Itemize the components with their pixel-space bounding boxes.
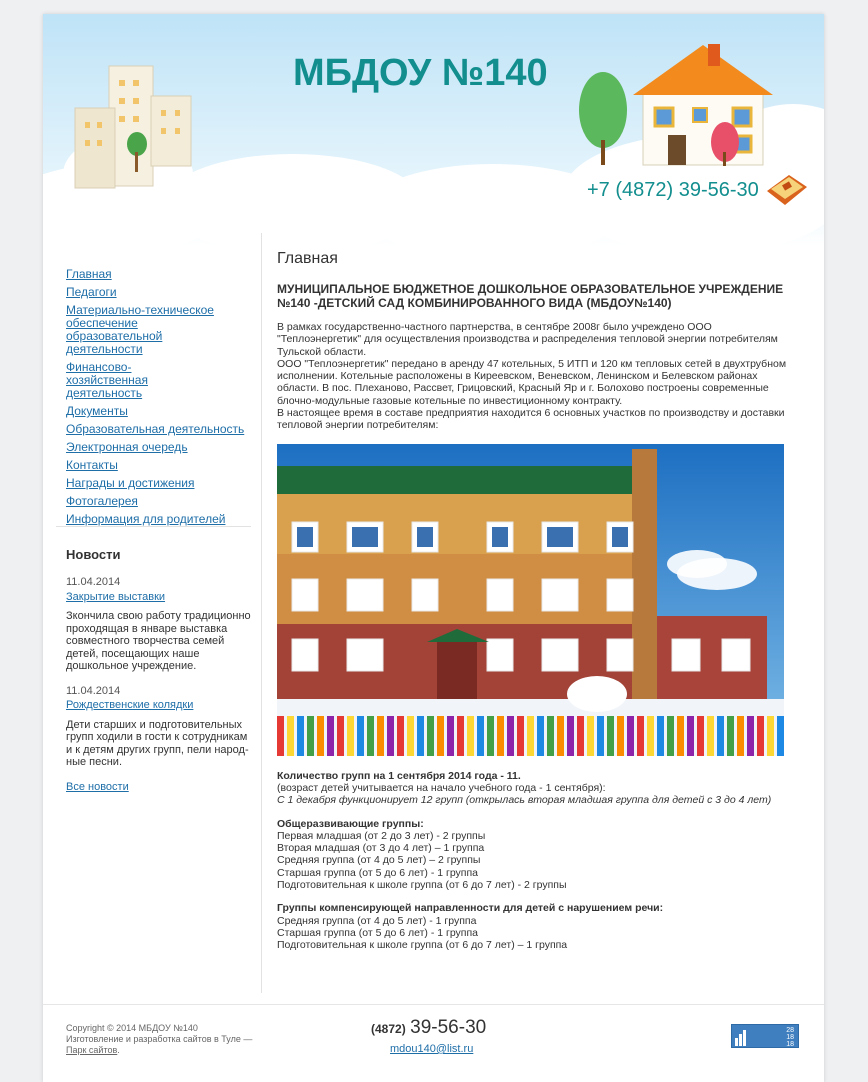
paragraph: В рамках государственно-частного партнерства, в сентябре 2008г было учреждено ООО "Теплоэнергетик" для осуществления производства и распределения тепловой энергии потребителям Тульской области. — [277, 321, 778, 358]
paragraph: В настоящее время в составе предприятия находится 6 основных участков по производству и доставки тепловой энергии потребителям: — [277, 407, 785, 432]
building-photo-image — [277, 444, 784, 756]
menu-item-finance[interactable]: Финансово-хозяйственная деятельность — [66, 360, 148, 400]
counter-bars-icon — [734, 1028, 748, 1046]
menu-item-parents-info[interactable]: Информация для родителей — [66, 512, 226, 526]
sidebar-divider — [56, 526, 251, 527]
news-link[interactable]: Рождественские колядки — [66, 699, 194, 711]
sidebar-menu — [66, 268, 256, 531]
menu-item-contacts[interactable]: Контакты — [66, 458, 118, 472]
news-date: 11.04.2014 — [66, 576, 121, 588]
news-date: 11.04.2014 — [66, 684, 121, 697]
header-phone: +7 (4872) 39-56-30 — [587, 179, 759, 201]
menu-item-teachers[interactable]: Педагоги — [66, 285, 117, 299]
group-line: Подготовительная к школе группа (от 6 до 7 лет) - 2 группы — [277, 879, 567, 892]
news-item — [66, 576, 256, 673]
footer-email-link[interactable]: mdou140@list.ru — [390, 1043, 474, 1055]
page-heading: Главная — [277, 250, 338, 267]
news-list — [66, 576, 256, 800]
building-photo — [277, 444, 784, 756]
org-name: МУНИЦИПАЛЬНОЕ БЮДЖЕТНОЕ ДОШКОЛЬНОЕ ОБРАЗОВАТЕЛЬНОЕ УЧРЕЖДЕНИЕ №140 -ДЕТСКИЙ САД КОМБИНИРОВАННОГО ВИДА (МБДОУ№140) — [277, 282, 784, 310]
group-line: Подготовительная к школе группа (от 6 до 7 лет) – 1 группа — [277, 939, 568, 952]
footer-phone-number: 39-56-30 — [410, 1017, 487, 1038]
group-line: Старшая группа (от 5 до 6 лет) - 1 группа — [277, 926, 479, 939]
counter-value: 18 — [786, 1034, 794, 1041]
group-line: Вторая младшая (от 3 до 4 лет) – 1 группа — [277, 842, 485, 855]
menu-item-queue[interactable]: Электронная очередь — [66, 440, 188, 454]
header-banner — [43, 14, 824, 246]
group-line: Средняя группа (от 4 до 5 лет) – 2 группы — [277, 854, 481, 867]
buildings-illustration — [71, 58, 196, 193]
age-note: (возраст детей учитывается на начало учебного года - 1 сентября): — [277, 781, 606, 794]
dev-link[interactable]: Парк сайтов — [66, 1045, 118, 1055]
group-line: Старшая группа (от 5 до 6 лет) - 1 группа — [277, 866, 479, 879]
footer-copyright: Copyright © 2014 МБДОУ №140 Изготовление и разработка сайтов в Туле — Парк сайтов. — [66, 1023, 266, 1056]
news-text: Зкончила свою работу традиционно проходящая в январе выставка совместного творчества семей детей, посещающих наше дошкольное учреждение. — [66, 610, 251, 672]
general-groups-title: Общеразвивающие группы: — [277, 817, 424, 830]
menu-item-education[interactable]: Образовательная деятельность — [66, 422, 245, 436]
dev-text: Изготовление и разработка сайтов в Туле — — [66, 1034, 253, 1044]
counter-value: 28 — [786, 1027, 794, 1034]
copyright-text: Copyright © 2014 МБДОУ №140 — [66, 1023, 198, 1033]
news-title: Новости — [66, 547, 121, 562]
groups-count: Количество групп на 1 сентября 2014 года - 11. — [277, 769, 521, 782]
group-line: Средняя группа (от 4 до 5 лет) - 1 группа — [277, 914, 477, 927]
news-item — [66, 685, 256, 769]
footer — [43, 1004, 824, 1082]
news-text: Дети старших и подготовительных групп ходили в гости к сотрудникам и к детям других групп, пели народ-ные песни. — [66, 718, 249, 768]
menu-item-documents[interactable]: Документы — [66, 404, 128, 418]
news-link[interactable]: Закрытие выставки — [66, 590, 166, 603]
house-illustration — [573, 40, 783, 170]
phone-book-icon — [765, 171, 809, 209]
paragraph: ООО "Теплоэнергетик" передано в аренду 47 котельных, 5 ИТП и 120 км тепловых сетей в двухтрубном исполнении. Котельные расположены в Киреевском, Веневском, Ленинском и Белевском районах области. В пос. Плеханово, Рассвет, Грицовский, Красный Яр и г. Болохово построены современные блочно-модульные газовые котельные по инвестиционному контракту. — [277, 357, 787, 407]
groups-info — [277, 770, 787, 952]
menu-item-awards[interactable]: Награды и достижения — [66, 476, 195, 490]
main-content — [277, 250, 787, 952]
menu-item-equipment[interactable]: Материально-техническое обеспечение образовательной деятельности — [66, 303, 214, 356]
visit-counter[interactable] — [731, 1024, 799, 1048]
all-news-link[interactable]: Все новости — [66, 780, 129, 793]
page — [43, 14, 824, 1082]
footer-phone — [371, 1017, 486, 1039]
footer-phone-code: (4872) — [371, 1022, 406, 1036]
menu-item-main[interactable]: Главная — [66, 267, 112, 281]
counter-value: 18 — [786, 1041, 794, 1048]
comp-groups-title: Группы компенсирующей направленности для детей с нарушением речи: — [277, 902, 664, 915]
december-note: С 1 декабря функционирует 12 групп (открылась вторая младшая группа для детей с 3 до 4 лет) — [277, 794, 772, 807]
site-title: МБДОУ №140 — [293, 52, 548, 94]
menu-item-gallery[interactable]: Фотогалерея — [66, 494, 138, 508]
group-line: Первая младшая (от 2 до 3 лет) - 2 группы — [277, 829, 486, 842]
column-divider — [261, 233, 262, 993]
